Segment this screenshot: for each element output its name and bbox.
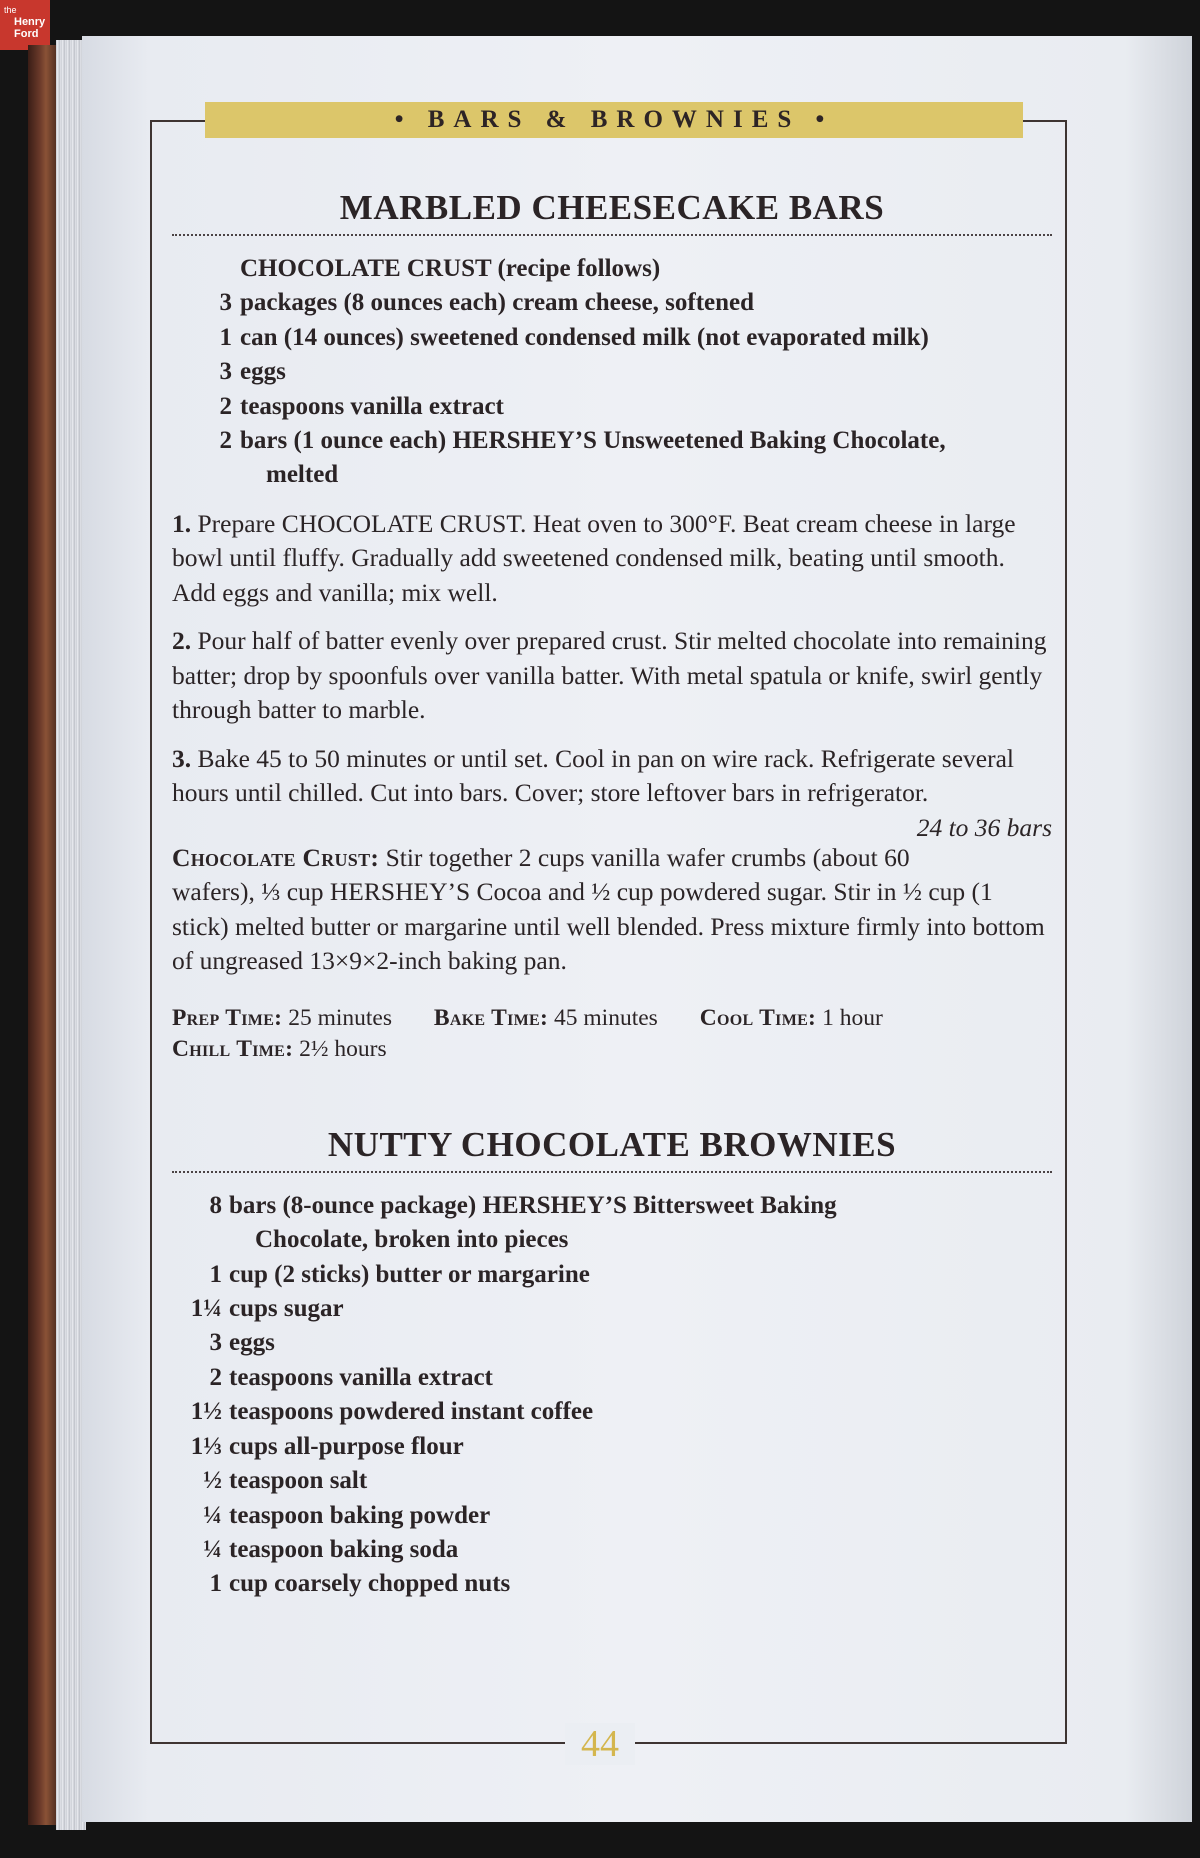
ingredient-item <box>172 1326 1052 1360</box>
bake-time-label: Bake Time: <box>433 1004 549 1031</box>
chill-time-value: 2½ hours <box>299 1035 387 1062</box>
page-number <box>0 1722 1200 1766</box>
ingredient-text <box>229 1430 1052 1464</box>
ingredient-qty: 2 <box>219 392 232 420</box>
recipe-step-1 <box>172 507 1052 611</box>
ingredient-item <box>172 1533 1052 1567</box>
ingredient-line: CHOCOLATE CRUST (recipe follows) <box>240 255 661 282</box>
ingredient-text <box>229 1567 1052 1601</box>
ingredient-qty: 1⅓ <box>190 1432 222 1460</box>
ingredient-text <box>240 424 1052 493</box>
ingredient-line: teaspoons vanilla extract <box>229 1363 493 1391</box>
ingredient-item <box>172 1430 1052 1464</box>
ingredient-text <box>229 1464 1052 1498</box>
ingredient-text <box>240 321 1052 355</box>
ingredient-item <box>172 1361 1052 1395</box>
logo-the: the <box>4 5 17 15</box>
ingredient-qty: ¼ <box>203 1535 222 1563</box>
prep-time-value: 25 minutes <box>288 1004 392 1031</box>
recipe-step-2 <box>172 624 1052 728</box>
ingredient-qty: ½ <box>203 1467 222 1495</box>
step-number: 2. <box>172 626 192 656</box>
step-number: 3. <box>172 743 192 773</box>
ingredient-item <box>172 1258 1052 1292</box>
ingredient-qty: 1 <box>209 1260 222 1288</box>
cool-time-label: Cool Time: <box>699 1004 817 1031</box>
ingredient-line: packages (8 ounces each) cream cheese, softened <box>240 289 755 317</box>
ingredient-text <box>229 1258 1052 1292</box>
ingredient-item <box>172 1292 1052 1326</box>
ingredient-text <box>229 1361 1052 1395</box>
ingredient-item <box>172 1567 1052 1601</box>
times-row-2 <box>172 1034 1052 1065</box>
ingredient-item <box>172 1395 1052 1429</box>
step-text: Pour half of batter evenly over prepared crust. Stir melted chocolate into remaining batter; drop by spoonfuls over vanilla batter. With metal spatula or knife, swirl gently through batter to marble. <box>172 626 1047 725</box>
ingredient-qty: 1 <box>209 1570 222 1598</box>
section-banner: • BARS & BROWNIES • <box>205 102 1023 138</box>
ingredient-qty: 3 <box>219 358 232 386</box>
ingredient-continuation: melted <box>266 461 339 489</box>
ingredient-text <box>229 1292 1052 1326</box>
ingredient-continuation: Chocolate, broken into pieces <box>255 1226 569 1254</box>
recipe-title-marbled-cheesecake-bars: MARBLED CHEESECAKE BARS <box>172 188 1052 236</box>
recipe-step-3 <box>172 742 1052 842</box>
ingredient-line: cup (2 sticks) butter or margarine <box>229 1260 590 1288</box>
ingredient-qty: 2 <box>209 1363 222 1391</box>
ingredient-text <box>229 1326 1052 1360</box>
ingredient-line: cups all-purpose flour <box>229 1432 464 1460</box>
recipe-title-nutty-chocolate-brownies: NUTTY CHOCOLATE BROWNIES <box>172 1125 1052 1173</box>
ingredient-item <box>172 1499 1052 1533</box>
ingredient-line: eggs <box>229 1329 275 1357</box>
ingredient-item <box>172 252 1052 286</box>
ingredient-item <box>172 321 1052 355</box>
ingredient-text <box>240 390 1052 424</box>
bake-time <box>434 1005 658 1031</box>
ingredient-text <box>229 1499 1052 1533</box>
ingredient-text <box>229 1395 1052 1429</box>
ingredient-item <box>172 1464 1052 1498</box>
ingredient-item <box>172 355 1052 389</box>
ingredient-item <box>172 1189 1052 1258</box>
chill-time-label: Chill Time: <box>172 1035 294 1062</box>
book-spine <box>28 45 58 1825</box>
cool-time <box>700 1005 883 1031</box>
ingredient-line: teaspoon baking soda <box>229 1535 459 1563</box>
logo-henry: Henry <box>14 16 46 28</box>
ingredient-line: teaspoon baking powder <box>229 1501 491 1529</box>
ingredient-line: teaspoon salt <box>229 1467 368 1495</box>
prep-time <box>172 1005 392 1031</box>
chill-time <box>172 1036 387 1062</box>
ingredient-line: teaspoons vanilla extract <box>240 392 504 420</box>
recipe-times <box>172 1003 1052 1065</box>
step-number: 1. <box>172 508 192 538</box>
ingredient-qty: 8 <box>209 1191 222 1219</box>
page-content <box>172 188 1052 1602</box>
ingredient-line: can (14 ounces) sweetened condensed milk (not evaporated milk) <box>240 323 929 351</box>
ingredient-qty: ¼ <box>203 1501 222 1529</box>
ingredient-item <box>172 424 1052 493</box>
ingredient-text <box>240 355 1052 389</box>
ingredient-text <box>229 1533 1052 1567</box>
page-number-text: 44 <box>565 1723 635 1765</box>
prep-time-label: Prep Time: <box>172 1004 283 1031</box>
times-row-1 <box>172 1003 1052 1034</box>
ingredient-qty: 2 <box>219 427 232 455</box>
step-text: Prepare CHOCOLATE CRUST. Heat oven to 300°F. Beat cream cheese in large bowl until fluffy. Gradually add sweetened condensed milk, beating until smooth. Add eggs and vanilla; mix well. <box>172 508 1016 607</box>
ingredient-qty: 3 <box>209 1329 222 1357</box>
recipe-yield: 24 to 36 bars <box>916 812 1052 842</box>
ingredient-line: bars (1 ounce each) HERSHEY’S Unsweetened Baking Chocolate, <box>240 427 946 455</box>
bake-time-value: 45 minutes <box>554 1004 658 1031</box>
ingredient-qty: 1½ <box>190 1398 222 1426</box>
logo-ford: Ford <box>14 28 39 40</box>
ingredient-item <box>172 390 1052 424</box>
crust-text: Stir together 2 cups vanilla wafer crumbs (about 60 wafers), ⅓ cup HERSHEY’S Cocoa and ½ cup powdered sugar. Stir in ½ cup (1 stick) melted butter or margarine until well blended. Press mixture firmly into bottom of ungreased 13×9×2-inch baking pan. <box>172 842 1045 976</box>
ingredient-qty: 1 <box>219 323 232 351</box>
step-text: Bake 45 to 50 minutes or until set. Cool in pan on wire rack. Refrigerate several hours until chilled. Cut into bars. Cover; store leftover bars in refrigerator. <box>172 743 1014 808</box>
henry-ford-logo <box>0 0 50 50</box>
cool-time-value: 1 hour <box>822 1004 883 1031</box>
ingredient-line: teaspoons powdered instant coffee <box>229 1398 594 1426</box>
ingredient-text <box>240 252 1052 286</box>
ingredient-qty: 1¼ <box>190 1295 222 1323</box>
ingredient-text <box>240 286 1052 320</box>
ingredient-item <box>172 286 1052 320</box>
ingredient-list-1 <box>172 252 1052 493</box>
chocolate-crust-subrecipe <box>172 841 1052 979</box>
ingredient-list-2 <box>172 1189 1052 1602</box>
ingredient-qty: 3 <box>219 289 232 317</box>
ingredient-line: cup coarsely chopped nuts <box>229 1570 511 1598</box>
ingredient-line: cups sugar <box>229 1295 344 1323</box>
ingredient-text <box>229 1189 1052 1258</box>
crust-heading: Chocolate Crust: <box>172 842 380 872</box>
ingredient-line: eggs <box>240 358 286 386</box>
ingredient-line: bars (8-ounce package) HERSHEY’S Bittersweet Baking <box>229 1191 837 1219</box>
